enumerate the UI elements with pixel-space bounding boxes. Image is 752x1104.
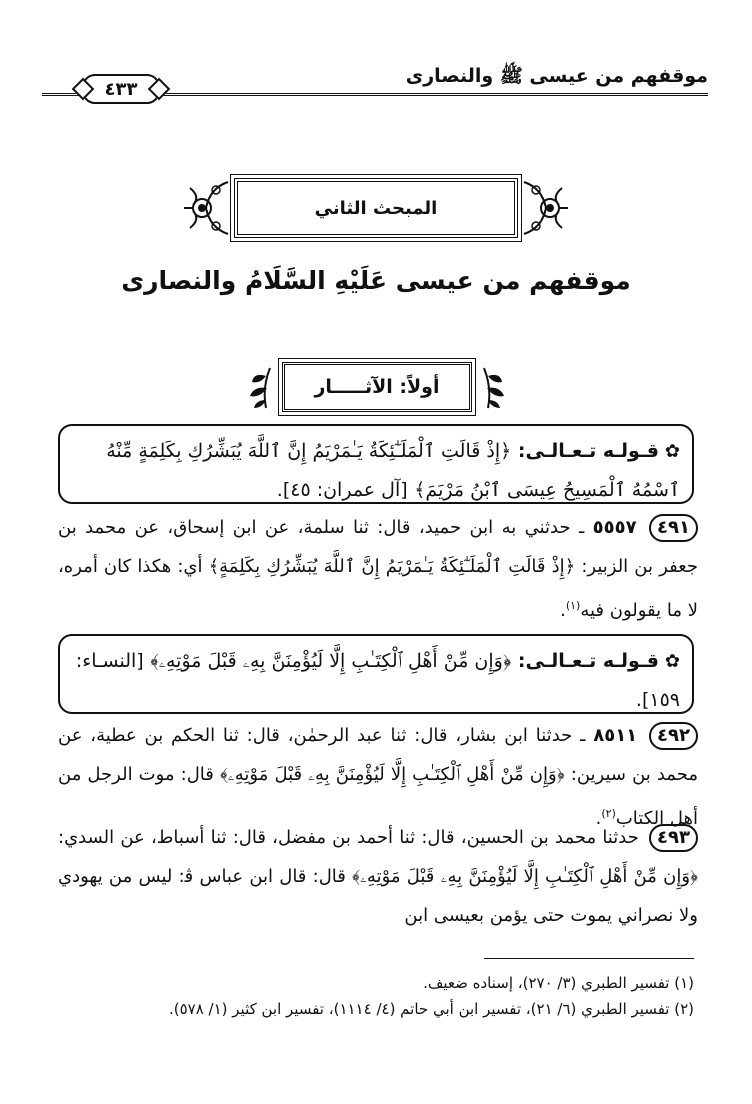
narration-number-oval: ٤٩٢	[649, 722, 698, 750]
footnote: (١) تفسير الطبري (٣/ ٢٧٠)، إسناده ضعيف.	[423, 974, 694, 992]
section-label: المبحث الثاني	[234, 178, 518, 238]
narration-text: ـ حدثنا ابن بشار، قال: ثنا عبد الرحمٰن، قال: ثنا الحكم بن عطية، عن محمد بن سيرين:	[58, 725, 698, 785]
narration-text: حدثنا محمد بن الحسين، قال: ثنا أحمد بن مفضل، قال: ثنا أسباط، عن السدي:	[58, 827, 639, 848]
flower-bullet-icon: ✿	[664, 651, 680, 672]
narration-end: .	[560, 600, 566, 621]
hadith-number: ٥٥٥٧	[592, 517, 637, 538]
running-header	[42, 62, 708, 100]
quran-quote: ﴿إِذْ قَالَتِ ٱلْمَلَـٰٓئِكَةُ يَـٰمَرْيَمُ إِنَّ ٱللَّهَ يُبَشِّرُكِ بِكَلِمَةٍ﴾	[208, 556, 576, 577]
footnote-marker[interactable]: (١)	[565, 599, 581, 612]
flower-bullet-icon: ✿	[664, 441, 680, 462]
quran-verse: ﴿إِذْ قَالَتِ ٱلْمَلَـٰٓئِكَةُ يَـٰمَرْيَمُ إِنَّ ٱللَّهَ يُبَشِّرُكِ بِكَلِمَةٍ مِّنْهُ ٱسْمُهُ ٱلْمَسِيحُ عِيسَى ٱبْنُ مَرْيَمَ﴾	[106, 440, 680, 501]
quran-verse: ﴿وَإِن مِّنْ أَهْلِ ٱلْكِتَـٰبِ إِلَّا لَيُؤْمِنَنَّ بِهِۦ قَبْلَ مَوْتِهِۦ﴾	[150, 650, 512, 672]
verse-box	[58, 634, 694, 714]
quran-quote: ﴿وَإِن مِّنْ أَهْلِ ٱلْكِتَـٰبِ إِلَّا لَيُؤْمِنَنَّ بِهِۦ قَبْلَ مَوْتِهِۦ﴾	[219, 764, 565, 785]
narration-text: أي: هكذا كان أمره، لا ما يقولون فيه	[58, 556, 698, 621]
chapter-title: موقفهم من عيسى عَلَيْهِ السَّلَامُ والنصارى	[121, 266, 631, 295]
verse-intro: قـولـه تـعـالـى:	[517, 650, 659, 672]
section-frame	[180, 178, 572, 238]
quran-quote: ﴿وَإِن مِّنْ أَهْلِ ٱلْكِتَـٰبِ إِلَّا لَيُؤْمِنَنَّ بِهِۦ قَبْلَ مَوْتِهِۦ﴾	[352, 866, 698, 887]
narration	[58, 508, 698, 630]
footnote-marker[interactable]: (٢)	[601, 807, 616, 820]
narration-number-oval: ٤٩١	[649, 514, 698, 542]
floral-ornament-icon	[180, 178, 232, 238]
floral-ornament-icon	[520, 178, 572, 238]
subsection-label: أولاً: الآثـــــار	[282, 362, 472, 412]
verse-intro: قـولـه تـعـالـى:	[517, 440, 659, 462]
leaf-sprig-icon	[236, 362, 278, 412]
narration-text: قال: موت الرجل من أهل الكتاب	[58, 764, 698, 829]
narration-end: .	[595, 808, 602, 829]
narration-text: قال: قال ابن عباس ﭬ: ليس من يهودي ولا نصراني يموت حتى يؤمن بعيسى ابن	[58, 866, 698, 926]
hadith-number: ٨٥١١	[593, 725, 638, 746]
narration-number-oval: ٤٩٣	[649, 824, 698, 852]
narration-text: ـ حدثني به ابن حميد، قال: ثنا سلمة، عن ابن إسحاق، عن محمد بن جعفر بن الزبير:	[58, 517, 698, 577]
page-number: ٤٣٣	[82, 74, 160, 104]
running-title: موقفهم من عيسى ﷺ والنصارى	[405, 65, 708, 87]
verse-reference: [آل عمران: ٤٥].	[276, 479, 408, 501]
subsection-frame	[236, 362, 518, 412]
leaf-sprig-icon	[476, 362, 518, 412]
narration	[58, 818, 698, 935]
footnote-rule	[484, 958, 694, 959]
verse-reference: [النسـاء: ١٥٩].	[75, 650, 680, 711]
verse-box	[58, 424, 694, 504]
footnote: (٢) تفسير الطبري (٦/ ٢١)، تفسير ابن أبي حاتم (٤/ ١١١٤)، تفسير ابن كثير (١/ ٥٧٨).	[168, 1000, 694, 1018]
